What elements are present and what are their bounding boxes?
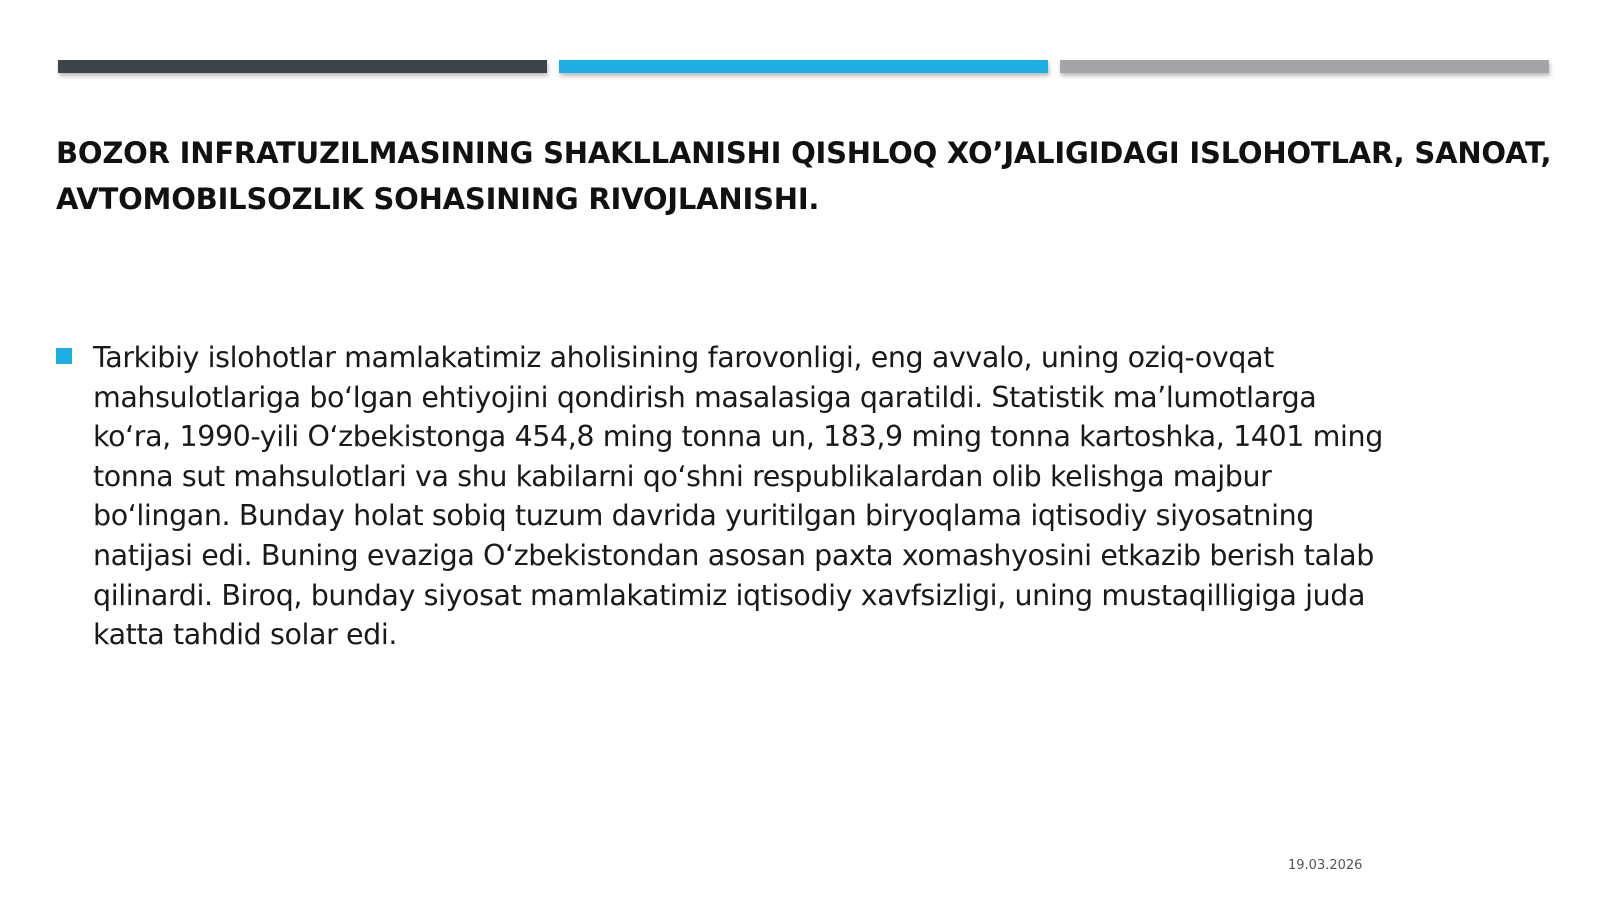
- header-bar-dark: [58, 60, 547, 73]
- slide-content: [56, 338, 1396, 655]
- bullet-text: Tarkibiy islohotlar mamlakatimiz aholisining farovonligi, eng avvalo, uning oziq-ovqat mahsulotlariga boʻlgan ehtiyojini qondirish masalasiga qaratildi. Statistik maʼlumotlarga koʻra, 1990-yili Oʻzbekistonga 454,8 ming tonna un, 183,9 ming tonna kartoshka, 1401 ming tonna sut mahsulotlari va shu kabilarni qoʻshni respublikalardan olib kelishga majbur boʻlingan. Bunday holat sobiq tuzum davrida yuritilgan biryoqlama iqtisodiy siyosatning natijasi edi. Buning evaziga Oʻzbekistondan asosan paxta xomashyosini etkazib berish talab qilinardi. Biroq, bunday siyosat mamlakatimiz iqtisodiy xavfsizligi, uning mustaqilligiga juda katta tahdid solar edi.: [93, 341, 1383, 652]
- slide-date: 19.03.2026: [1288, 858, 1363, 873]
- square-bullet-icon: [56, 348, 72, 364]
- header-bar-accent: [559, 60, 1048, 73]
- slide-title: BOZOR INFRATUZILMASINING SHAKLLANISHI QISHLOQ XO’JALIGIDAGI ISLOHOTLAR, SANOAT, AVTOMOBILSOZLIK SOHASINING RIVOJLANISHI.: [56, 136, 1552, 216]
- header-bar-light: [1060, 60, 1549, 73]
- bullet-item: [56, 338, 1396, 655]
